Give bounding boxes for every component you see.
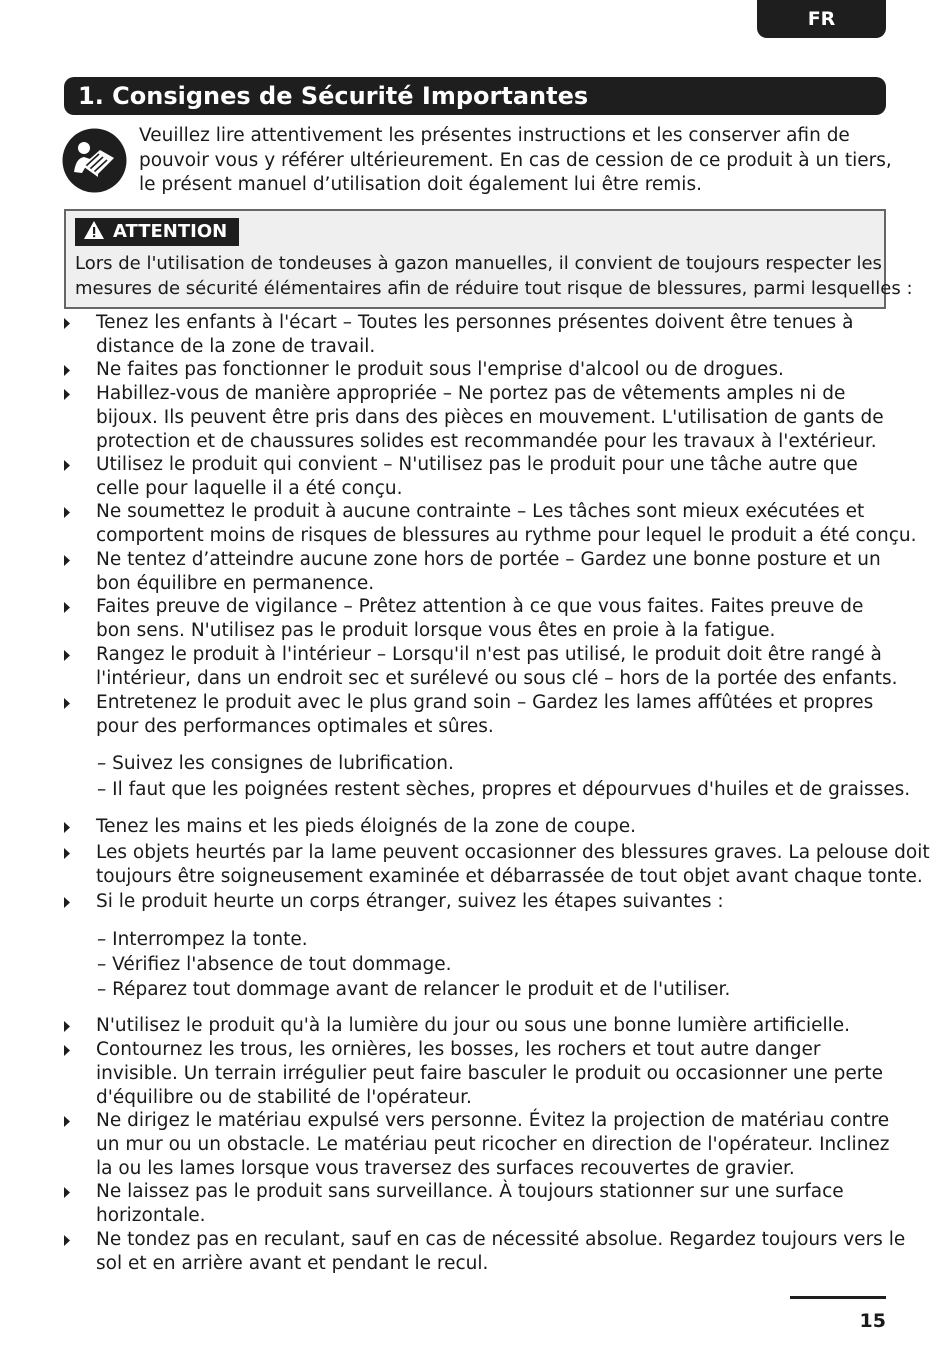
bullet-arrow-icon <box>64 365 70 376</box>
attention-label <box>75 218 239 246</box>
attention-line: mesures de sécurité élémentaires afin de réduire tout risque de blessures, parmi lesquelles : <box>75 278 913 299</box>
footer-rule <box>790 1296 886 1299</box>
list-item-line: Entretenez le produit avec le plus grand soin – Gardez les lames affûtées et propres <box>96 692 874 713</box>
list-item-text <box>96 890 724 914</box>
bullet-arrow-icon <box>64 1116 70 1127</box>
bullet-arrow-icon <box>64 698 70 709</box>
bullet-arrow-icon <box>64 822 70 833</box>
intro-line: pouvoir vous y référer ultérieurement. En cas de cession de ce produit à un tiers, <box>139 149 892 171</box>
warning-triangle-icon <box>83 220 105 240</box>
list-item-line: Les objets heurtés par la lame peuvent occasionner des blessures graves. La pelouse doit <box>96 842 930 863</box>
list-item-text <box>96 691 873 739</box>
list-item-text <box>96 548 881 596</box>
list-item-line: Utilisez le produit qui convient – N'utilisez pas le produit pour une tâche autre que <box>96 454 858 475</box>
list-item-line: Habillez-vous de manière appropriée – Ne portez pas de vêtements amples ni de <box>96 383 846 404</box>
list-item-line: horizontale. <box>96 1205 206 1226</box>
list-item-text <box>96 500 916 548</box>
list-item-text <box>96 595 863 643</box>
list-item-line: l'intérieur, dans un endroit sec et surélevé ou sous clé – hors de la portée des enfants. <box>96 668 898 689</box>
list-item-text <box>96 815 636 839</box>
intro-line: Veuillez lire attentivement les présentes instructions et les conserver afin de <box>139 125 850 146</box>
list-item-line: toujours être soigneusement examinée et débarrassée de tout objet avant chaque tonte. <box>96 866 923 887</box>
read-manual-icon <box>62 128 127 193</box>
list-item-line: Ne dirigez le matériau expulsé vers personne. Évitez la projection de matériau contre <box>96 1110 890 1131</box>
list-item-text <box>96 1014 850 1038</box>
bullet-arrow-icon <box>64 650 70 661</box>
list-item-line: Rangez le produit à l'intérieur – Lorsqu'il n'est pas utilisé, le produit doit être rangé à <box>96 644 882 665</box>
attention-line: Lors de l'utilisation de tondeuses à gazon manuelles, il convient de toujours respecter les <box>75 253 882 274</box>
bullet-arrow-icon <box>64 848 70 859</box>
bullet-arrow-icon <box>64 318 70 329</box>
list-item-line: celle pour laquelle il a été conçu. <box>96 478 403 499</box>
bullet-arrow-icon <box>64 555 70 566</box>
list-item-text <box>96 1109 890 1181</box>
list-item-text <box>96 1180 844 1228</box>
list-item-line: la ou les lames lorsque vous traversez des surfaces recouvertes de gravier. <box>96 1158 795 1179</box>
attention-text <box>75 251 913 301</box>
bullet-arrow-icon <box>64 389 70 400</box>
list-item-line: bon sens. N'utilisez pas le produit lorsque vous êtes en proie à la fatigue. <box>96 620 776 641</box>
list-item-line: N'utilisez le produit qu'à la lumière du jour ou sous une bonne lumière artificielle. <box>96 1015 851 1036</box>
list-item-line: distance de la zone de travail. <box>96 336 376 357</box>
list-item-text <box>96 453 858 501</box>
attention-label-text: ATTENTION <box>113 221 228 242</box>
list-item-line: bon équilibre en permanence. <box>96 573 375 594</box>
bullet-arrow-icon <box>64 1045 70 1056</box>
intro-line: le présent manuel d’utilisation doit également lui être remis. <box>139 174 702 195</box>
list-item-line: Ne laissez pas le produit sans surveillance. À toujours stationner sur une surface <box>96 1181 844 1202</box>
list-item-text <box>96 643 898 691</box>
list-item-line: Tenez les mains et les pieds éloignés de la zone de coupe. <box>96 816 637 837</box>
sub-item: – Interrompez la tonte. <box>97 929 308 950</box>
list-item-line: Ne faites pas fonctionner le produit sous l'emprise d'alcool ou de drogues. <box>96 359 784 380</box>
list-item-line: sol et en arrière avant et pendant le recul. <box>96 1253 489 1274</box>
bullet-arrow-icon <box>64 1235 70 1246</box>
list-item-line: Si le produit heurte un corps étranger, suivez les étapes suivantes : <box>96 891 724 912</box>
page-number: 15 <box>859 1310 886 1332</box>
bullet-arrow-icon <box>64 602 70 613</box>
list-item-text <box>96 382 884 454</box>
bullet-arrow-icon <box>64 1187 70 1198</box>
list-item-line: d'équilibre ou de stabilité de l'opérateur. <box>96 1087 472 1108</box>
bullet-arrow-icon <box>64 507 70 518</box>
list-item-line: invisible. Un terrain irrégulier peut faire basculer le produit ou occasionner une perte <box>96 1063 884 1084</box>
list-item-text <box>96 1228 905 1276</box>
bullet-arrow-icon <box>64 1021 70 1032</box>
list-item-line: Faites preuve de vigilance – Prêtez attention à ce que vous faites. Faites preuve de <box>96 596 864 617</box>
sub-item: – Il faut que les poignées restent sèches, propres et dépourvues d'huiles et de graisses. <box>97 779 911 800</box>
sub-item: – Réparez tout dommage avant de relancer le produit et de l'utiliser. <box>97 979 731 1000</box>
bullet-arrow-icon <box>64 460 70 471</box>
list-item-text <box>96 311 853 359</box>
list-item-line: Ne soumettez le produit à aucune contrainte – Les tâches sont mieux exécutées et <box>96 501 865 522</box>
list-item-text <box>96 1038 883 1110</box>
sub-item: – Suivez les consignes de lubrification. <box>97 753 454 774</box>
language-tab: FR <box>757 0 886 38</box>
list-item-line: Contournez les trous, les ornières, les bosses, les rochers et tout autre danger <box>96 1039 821 1060</box>
list-item-line: Tenez les enfants à l'écart – Toutes les personnes présentes doivent être tenues à <box>96 312 854 333</box>
bullet-arrow-icon <box>64 897 70 908</box>
list-item-line: pour des performances optimales et sûres. <box>96 716 494 737</box>
list-item-text <box>96 358 784 382</box>
attention-box <box>64 209 913 309</box>
list-item-text <box>96 841 930 889</box>
list-item-line: Ne tentez d’atteindre aucune zone hors de portée – Gardez une bonne posture et un <box>96 549 881 570</box>
list-item-line: un mur ou un obstacle. Le matériau peut ricocher en direction de l'opérateur. Inclinez <box>96 1134 890 1155</box>
sub-item: – Vérifiez l'absence de tout dommage. <box>97 954 452 975</box>
intro-paragraph <box>139 124 892 198</box>
list-item-line: Ne tondez pas en reculant, sauf en cas de nécessité absolue. Regardez toujours vers le <box>96 1229 906 1250</box>
section-title: 1. Consignes de Sécurité Importantes <box>64 77 886 115</box>
list-item-line: bijoux. Ils peuvent être pris dans des pièces en mouvement. L'utilisation de gants de <box>96 407 884 428</box>
list-item-line: comportent moins de risques de blessures au rythme pour lequel le produit a été conçu. <box>96 525 917 546</box>
list-item-line: protection et de chaussures solides est recommandée pour les travaux à l'extérieur. <box>96 431 877 452</box>
